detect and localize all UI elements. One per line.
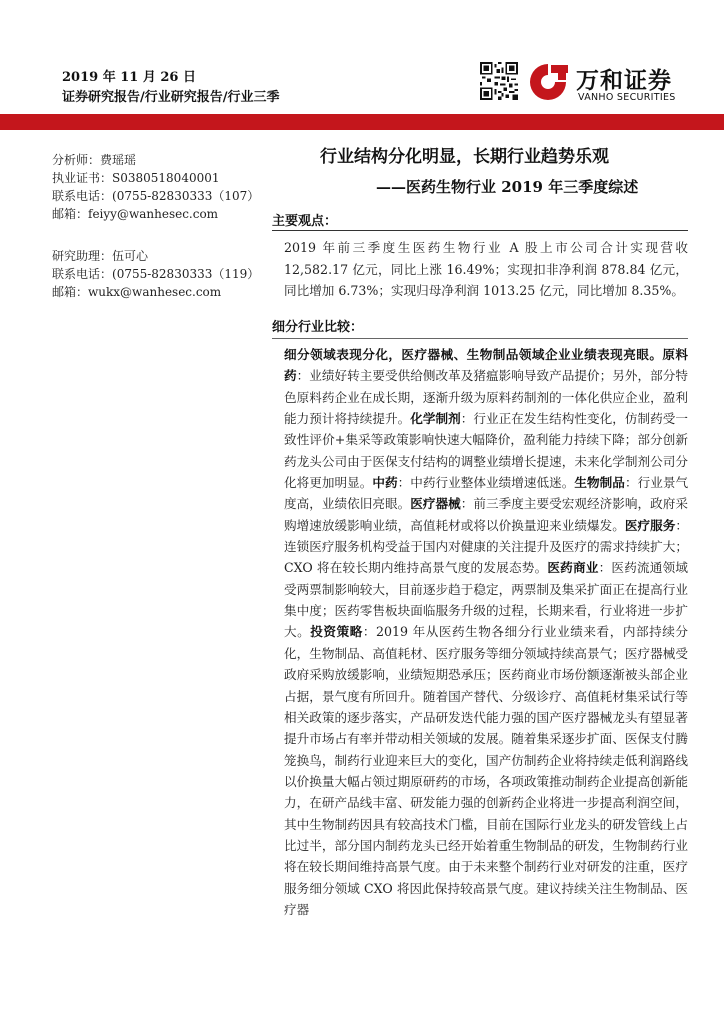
text-bio: ：行业景气度高，业绩依旧亮眼。: [284, 475, 689, 512]
key-points-heading: 主要观点：: [272, 214, 338, 229]
assistant-email-label: 邮箱：: [52, 285, 89, 299]
brand-logo-icon: [525, 62, 571, 102]
text-chem: ：行业正在发生结构性变化，仿制药受一致性评价+集采等政策影响快速大幅降价，盈利能力持续下降；部分创新药龙头公司由于医保支付结构的调整业绩增长提速，未来化学制剂公司分化将更加明显。: [284, 411, 689, 491]
analyst-phone-label: 联系电话：: [52, 189, 113, 203]
text-strategy: ：2019 年从医药生物各细分行业业绩来看，内部持续分化，生物制品、高值耗材、医疗服务等细分领域持续高景气；医疗器械受政府采购放缓影响，业绩短期恐承压；医药商业市场份额逐渐被头部企业占据，景气度有所回升。随着国产替代、分级诊疗、高值耗材集采试行等相关政策的逐步落实，产品研发迭代能力强的国产医疗器械龙头有望显著提升市场占有率并带动相关领域的发展。随着集采逐步扩面、医保支付腾笼换鸟，制药行业迎来巨大的变化，国产仿制药企业将持续走低利润路线以价换量大幅占领过期原研药的市场，各项政策推动制药企业提高创新能力，在研产品线丰富、研发能力强的创新药企业将进一步提高利润空间，其中生物制药因具有较高技术门槛，目前在国际行业龙头的研发管线上占比过半，部分国内制药龙头已经开始着重生物制品的研发，生物制药行业将在较长期间维持高景气度。由于未来整个制药行业对研发的注重，医疗服务细分领域 CXO 将因此保持较高景气度。建议持续关注生物制品、医疗器: [284, 624, 688, 917]
report-title: 行业结构分化明显，长期行业趋势乐观: [320, 147, 609, 167]
text-device: ：前三季度主要受宏观经济影响，政府采购增速放缓影响业绩，高值耗材或将以价换量迎来业绩爆发。: [284, 496, 689, 533]
analyst-cert: S0380518040001: [112, 171, 220, 185]
analyst-name: 费瑶瑶: [100, 153, 137, 167]
label-tcm: 中药: [372, 475, 398, 491]
analyst-name-label: 分析师：: [52, 153, 101, 167]
report-category: 证券研究报告/行业研究报告/行业三季: [62, 90, 280, 105]
segment-rule: [272, 338, 688, 339]
text-api: ：业绩好转主要受供给侧改革及猪瘟影响导致产品提价；另外，部分特色原料药企业在成长期，逐渐升级为原料药制剂的一体化供应企业，盈利能力预计将持续提升。: [284, 368, 689, 427]
label-commerce: 医药商业: [547, 560, 599, 576]
assistant-email-row: [52, 284, 221, 302]
analyst-email[interactable]: feiyy@wanhesec.com: [88, 207, 219, 221]
assistant-email[interactable]: wukx@wanhesec.com: [88, 285, 222, 299]
label-api: 原料药: [284, 347, 688, 384]
segment-heading: 细分行业比较：: [272, 320, 364, 335]
segment-analysis-paragraph: [284, 344, 688, 920]
lead-sentence: 细分领域表现分化，医疗器械、生物制品领域企业业绩表现亮眼。: [284, 347, 663, 362]
report-subtitle: ——医药生物行业 2019 年三季度综述: [376, 178, 639, 196]
label-device: 医疗器械: [410, 496, 461, 512]
assistant-name-label: 研究助理：: [52, 249, 113, 263]
assistant-name: 伍可心: [112, 249, 149, 263]
report-date: 2019 年 11 月 26 日: [62, 70, 196, 85]
brand-name-cn: 万和证券: [576, 68, 672, 94]
qr-code-icon: [480, 62, 518, 100]
label-strategy: 投资策略: [310, 624, 363, 640]
analyst-cert-row: [52, 170, 220, 188]
analyst-email-row: [52, 206, 218, 224]
assistant-phone-label: 联系电话：: [52, 267, 113, 281]
analyst-name-row: [52, 152, 136, 170]
analyst-phone: (0755-82830333（107）: [112, 189, 260, 203]
key-points-rule: [272, 230, 688, 231]
assistant-phone: (0755-82830333（119）: [112, 267, 260, 281]
assistant-name-row: [52, 248, 148, 266]
analyst-phone-row: [52, 188, 259, 206]
text-service: ：连锁医疗服务机构受益于国内对健康的关注提升及医疗的需求持续扩大； CXO 将在较长期内维持高景气度的发展态势。: [284, 517, 689, 576]
key-points-text: 2019 年前三季度生医药生物行业 A 股上市公司合计实现营收 12,582.17 亿元，同比上涨 16.49%；实现扣非净利润 878.84 亿元，同比增加 6.73%；实现归母净利润 1013.25 亿元，同比增加 8.35%。: [284, 240, 688, 299]
label-chem: 化学制剂: [410, 411, 461, 427]
analyst-email-label: 邮箱：: [52, 207, 89, 221]
label-bio: 生物制品: [574, 475, 625, 491]
assistant-phone-row: [52, 266, 259, 284]
brand-name-en: VANHO SECURITIES: [578, 92, 676, 103]
header-red-bar: [0, 114, 724, 130]
text-tcm: ：中药行业整体业绩增速低迷。: [397, 475, 575, 491]
text-commerce: ：医药流通领域受两票制影响较大，目前逐步趋于稳定，两票制及集采扩面正在提高行业集中度；医药零售板块面临服务升级的过程，长期来看，行业将进一步扩大。: [284, 560, 689, 640]
label-service: 医疗服务: [624, 517, 676, 533]
analyst-cert-label: 执业证书：: [52, 171, 113, 185]
